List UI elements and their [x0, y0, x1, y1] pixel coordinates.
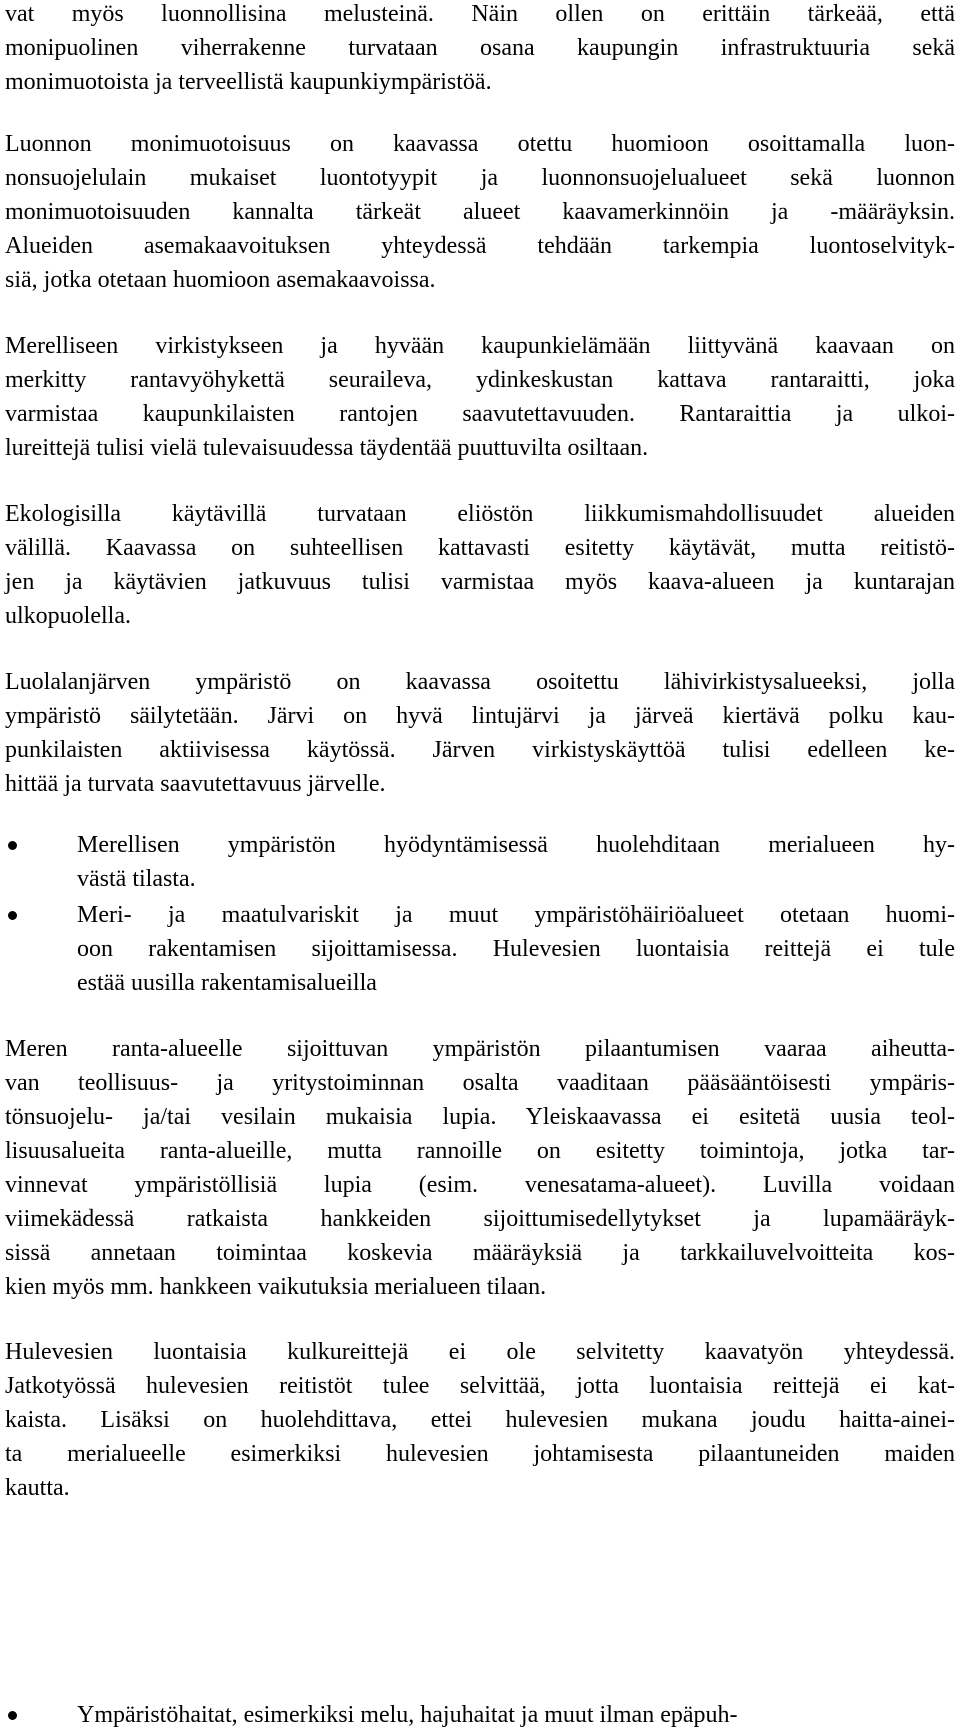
text-line: estää uusilla rakentamisalueilla — [77, 970, 377, 996]
text-line: Ekologisilla käytävillä turvataan eliöstön liikkumismahdollisuudet alueiden — [5, 501, 955, 527]
text-line: siä, jotka otetaan huomioon asemakaavoissa. — [5, 267, 436, 293]
text-line: van teollisuus- ja yritystoiminnan osalta vaaditaan pääsääntöisesti ympäris- — [5, 1070, 955, 1096]
text-line: Merelliseen virkistykseen ja hyvään kaupunkielämään liittyvänä kaavaan on — [5, 333, 955, 359]
text-line: Ympäristöhaitat, esimerkiksi melu, hajuhaitat ja muut ilman epäpuh- — [77, 1702, 738, 1728]
paragraph-1 — [5, 0, 955, 99]
text-line: sissä annetaan toimintaa koskevia määräyksiä ja tarkkailuvelvoitteita kos- — [5, 1240, 955, 1266]
text-line: kaista. Lisäksi on huolehdittava, ettei hulevesien mukana joudu haitta-ainei- — [5, 1407, 955, 1433]
text-line: vat myös luonnollisina melusteinä. Näin ollen on erittäin tärkeää, että — [5, 1, 955, 27]
text-line: Alueiden asemakaavoituksen yhteydessä tehdään tarkempia luontoselvityk- — [5, 233, 955, 259]
text-line: ympäristö säilytetään. Järvi on hyvä lintujärvi ja järveä kiertävä polku kau- — [5, 703, 955, 729]
text-line: kien myös mm. hankkeen vaikutuksia merialueen tilaan. — [5, 1274, 547, 1300]
paragraph-3 — [5, 329, 955, 465]
text-line: Jatkotyössä hulevesien reitistöt tulee selvittää, jotta luontaisia reittejä ei kat- — [5, 1373, 955, 1399]
paragraph-6 — [5, 1032, 955, 1304]
paragraph-7 — [5, 1335, 955, 1505]
text-line: Merellisen ympäristön hyödyntämisessä huolehditaan merialueen hy- — [77, 832, 955, 858]
bullet-icon — [8, 911, 17, 920]
text-line: monimuotoisuuden kannalta tärkeät alueet kaavamerkinnöin ja -määräyksin. — [5, 199, 955, 225]
text-line: oon rakentamisen sijoittamisessa. Hulevesien luontaisia reittejä ei tule — [77, 936, 955, 962]
bullet-icon — [8, 841, 17, 850]
text-line: monipuolinen viherrakenne turvataan osana kaupungin infrastruktuuria sekä — [5, 35, 955, 61]
text-line: merkitty rantavyöhykettä seuraileva, ydinkeskustan kattava rantaraitti, joka — [5, 367, 955, 393]
bullet-item-1 — [0, 828, 955, 898]
text-line: jen ja käytävien jatkuvuus tulisi varmistaa myös kaava-alueen ja kuntarajan — [5, 569, 955, 595]
text-line: välillä. Kaavassa on suhteellisen kattavasti esitetty käytävät, mutta reitistö- — [5, 535, 955, 561]
text-line: Luolalanjärven ympäristö on kaavassa osoitettu lähivirkistysalueeksi, jolla — [5, 669, 955, 695]
bullet-icon — [8, 1711, 17, 1720]
bullet-item-3 — [0, 1698, 955, 1734]
bullet-text — [77, 1698, 955, 1732]
text-line: monimuotoista ja terveellistä kaupunkiympäristöä. — [5, 69, 492, 95]
text-line: punkilaisten aktiivisessa käytössä. Järven virkistyskäyttöä tulisi edelleen ke- — [5, 737, 955, 763]
text-line: Hulevesien luontaisia kulkureittejä ei ole selvitetty kaavatyön yhteydessä. — [5, 1339, 955, 1365]
text-line: lisuusalueita ranta-alueille, mutta rannoille on esitetty toimintoja, jotka tar- — [5, 1138, 955, 1164]
paragraph-4 — [5, 497, 955, 633]
text-line: Meri- ja maatulvariskit ja muut ympäristöhäiriöalueet otetaan huomi- — [77, 902, 955, 928]
text-line: lureittejä tulisi vielä tulevaisuudessa täydentää puuttuvilta osiltaan. — [5, 435, 649, 461]
text-line: Luonnon monimuotoisuus on kaavassa otettu huomioon osoittamalla luon- — [5, 131, 955, 157]
text-line: ulkopuolella. — [5, 603, 131, 629]
text-line: varmistaa kaupunkilaisten rantojen saavutettavuuden. Rantaraittia ja ulkoi- — [5, 401, 955, 427]
text-line: Meren ranta-alueelle sijoittuvan ympäristön pilaantumisen vaaraa aiheutta- — [5, 1036, 955, 1062]
bullet-item-2 — [0, 898, 955, 1002]
text-line: tönsuojelu- ja/tai vesilain mukaisia lupia. Yleiskaavassa ei esitetä uusia teol- — [5, 1104, 955, 1130]
bullet-text — [77, 828, 955, 896]
paragraph-2 — [5, 127, 955, 297]
text-line: nonsuojelulain mukaiset luontotyypit ja luonnonsuojelualueet sekä luonnon — [5, 165, 955, 191]
text-line: västä tilasta. — [77, 866, 196, 892]
bullet-text — [77, 898, 955, 1000]
paragraph-5 — [5, 665, 955, 801]
text-line: hittää ja turvata saavutettavuus järvelle. — [5, 771, 386, 797]
text-line: kautta. — [5, 1475, 70, 1501]
text-line: vinnevat ympäristöllisiä lupia (esim. venesatama-alueet). Luvilla voidaan — [5, 1172, 955, 1198]
text-line: viimekädessä ratkaista hankkeiden sijoittumisedellytykset ja lupamääräyk- — [5, 1206, 955, 1232]
text-line: ta merialueelle esimerkiksi hulevesien johtamisesta pilaantuneiden maiden — [5, 1441, 955, 1467]
